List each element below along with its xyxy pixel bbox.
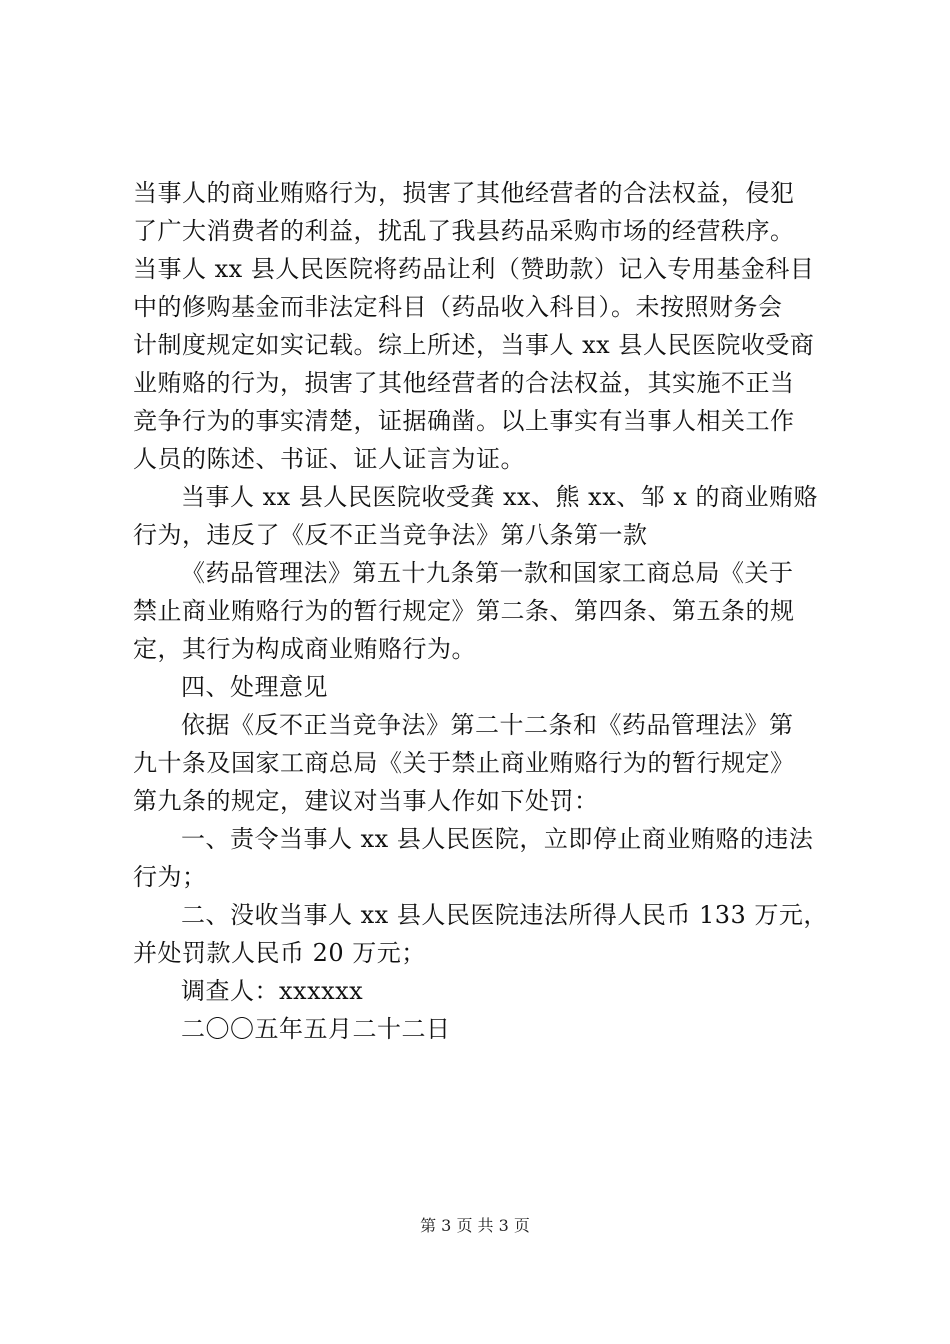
text-line: 行为，违反了《反不正当竞争法》第八条第一款 [133,521,648,549]
text-line: 一、责令当事人 xx 县人民医院，立即停止商业贿赂的违法 [181,825,814,853]
text-line: 当事人 xx 县人民医院收受龚 xx、熊 xx、邹 x 的商业贿赂 [181,483,819,511]
text-line: 禁止商业贿赂行为的暂行规定》第二条、第四条、第五条的规 [133,597,795,625]
text-line: 依据《反不正当竞争法》第二十二条和《药品管理法》第 [181,711,794,739]
text-line: 业贿赂的行为，损害了其他经营者的合法权益，其实施不正当 [133,369,795,397]
section-heading: 四、处理意见 [181,673,328,701]
text-line: 并处罚款人民币 20 万元； [133,939,426,967]
date-line: 二〇〇五年五月二十二日 [181,1015,451,1043]
investigator-line: 调查人：xxxxxx [181,977,364,1005]
text-line: 当事人 xx 县人民医院将药品让利（赞助款）记入专用基金科目 [133,255,815,283]
text-line: 计制度规定如实记载。综上所述，当事人 xx 县人民医院收受商 [133,331,815,359]
text-line: 竞争行为的事实清楚，证据确凿。以上事实有当事人相关工作 [133,407,795,435]
page-footer: 第 3 页 共 3 页 [420,1216,530,1235]
text-line: 《药品管理法》第五十九条第一款和国家工商总局《关于 [181,559,794,587]
text-line: 行为； [133,863,207,891]
text-line: 当事人的商业贿赂行为，损害了其他经营者的合法权益，侵犯 [133,179,795,207]
text-line: 人员的陈述、书证、证人证言为证。 [133,445,525,473]
text-line: 第九条的规定，建议对当事人作如下处罚： [133,787,599,815]
text-line: 定，其行为构成商业贿赂行为。 [133,635,476,663]
text-line: 了广大消费者的利益，扰乱了我县药品采购市场的经营秩序。 [133,217,795,245]
text-line: 九十条及国家工商总局《关于禁止商业贿赂行为的暂行规定》 [133,749,795,777]
text-line: 中的修购基金而非法定科目（药品收入科目）。未按照财务会 [133,293,783,321]
text-line: 二、没收当事人 xx 县人民医院违法所得人民币 133 万元， [181,901,828,929]
